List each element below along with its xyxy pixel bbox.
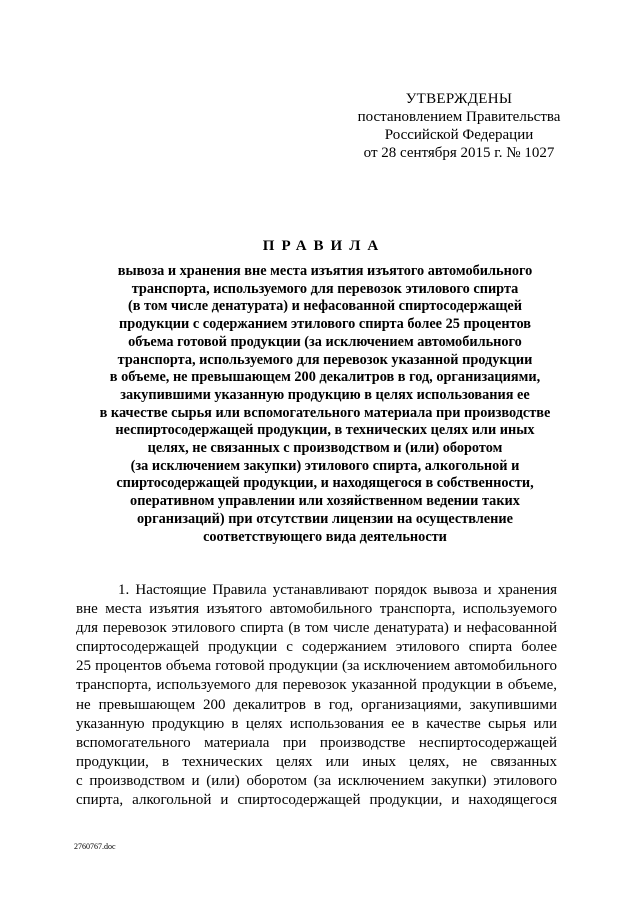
subtitle-line: закупившими указанную продукцию в целях использования ее [120,386,530,403]
body-line: для перевозок этилового спирта (в том числе денатурата) и нефасованной [76,620,557,637]
body-line: вспомогательного материала при производстве неспиртосодержащей [76,734,557,751]
subtitle-line: целях, не связанных с производством и (или) оборотом [147,440,503,457]
body-line: спиртосодержащей продукции с содержанием этилового спирта более [76,639,557,656]
subtitle-line: вывоза и хранения вне места изъятия изъятого автомобильного [117,263,533,279]
subtitle-line: организаций) при отсутствии лицензии на осуществление [137,510,513,527]
approval-line: Российской Федерации [384,127,534,143]
document-title: ПРАВИЛА [262,238,386,254]
subtitle-line: объема готовой продукции (за исключением автомобильного [128,333,522,350]
document-subtitle [60,263,590,546]
subtitle-line: (в том числе денатурата) и нефасованной спиртосодержащей [127,298,523,315]
subtitle-line: транспорта, используемого для перевозок этилового спирта [131,280,519,297]
body-line: транспорта, используемого для перевозок указанной продукции в объеме, [76,677,557,694]
body-line: не превышающем 200 декалитров в год, организациями, закупившими [76,696,557,713]
approval-stamp [340,90,578,162]
subtitle-line: оперативном управлении или хозяйственном ведении таких [130,493,520,510]
subtitle-line: соответствующего вида деятельности [203,528,447,545]
body-line: указанную продукцию в целях использования ее в качестве сырья или [76,715,557,732]
body-paragraph [76,581,557,810]
subtitle-line: (за исключением закупки) этилового спирта, алкогольной и [130,457,520,474]
body-line: 1. Настоящие Правила устанавливают порядок вывоза и хранения [118,582,557,598]
subtitle-line: спиртосодержащей продукции, и находящегося в собственности, [116,475,534,492]
body-line: продукции, в технических целях или иных целях, не связанных [76,753,557,770]
approval-line: постановлением Правительства [357,109,561,125]
approval-title: УТВЕРЖДЕНЫ [405,91,513,107]
body-line: вне места изъятия изъятого автомобильного транспорта, используемого [76,601,557,618]
subtitle-line: в объеме, не превышающем 200 декалитров в год, организациями, [109,369,541,386]
file-code: 2760767.doc [74,842,116,851]
subtitle-line: неспиртосодержащей продукции, в технических целях или иных [115,422,535,439]
subtitle-line: в качестве сырья или вспомогательного материала при производстве [99,404,551,421]
subtitle-line: транспорта, используемого для перевозок указанной продукции [117,351,533,368]
body-line: с производством и (или) оборотом (за исключением закупки) этилового [76,772,557,789]
subtitle-line: продукции с содержанием этилового спирта более 25 процентов [119,316,531,333]
body-line: спирта, алкогольной и спиртосодержащей продукции, и находящегося [76,792,557,809]
approval-line: от 28 сентября 2015 г. № 1027 [363,145,555,161]
body-line: 25 процентов объема готовой продукции (за исключением автомобильного [76,658,557,675]
